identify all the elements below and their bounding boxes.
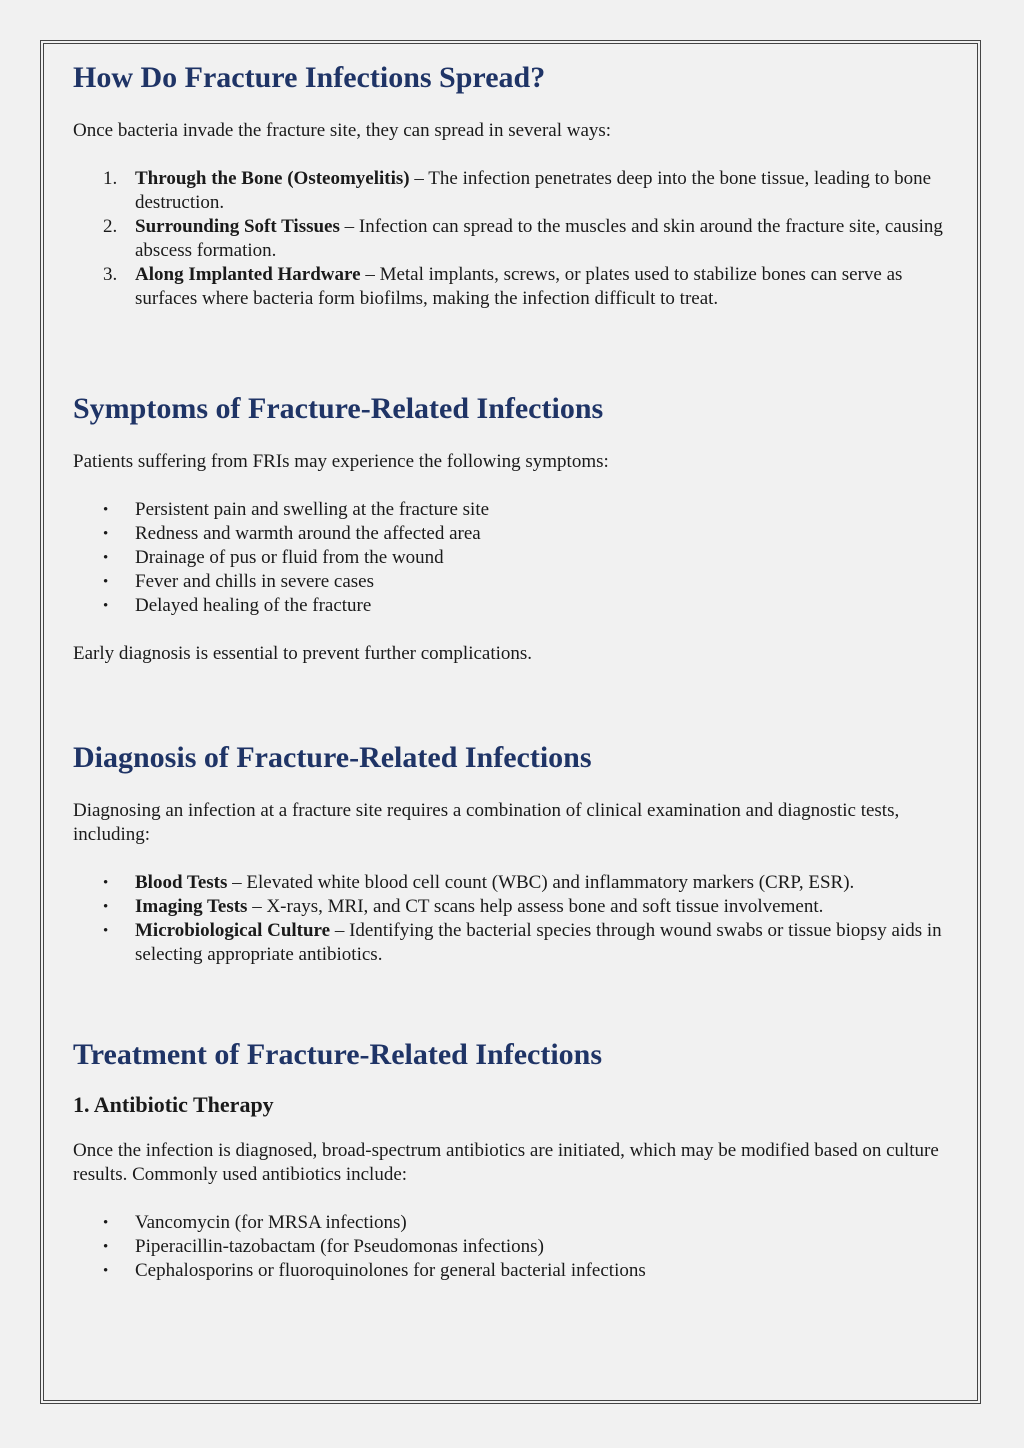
list-spread: [73, 167, 953, 311]
list-item: [73, 871, 953, 895]
list-number: 1.: [103, 168, 118, 189]
list-item: [73, 919, 953, 967]
intro-spread: Once bacteria invade the fracture site, they can spread in several ways:: [73, 120, 612, 141]
item-text: – Metal implants, screws, or plates used to stabilize bones can serve as surfaces where bacteria form biofilms, making the infection difficult to treat.: [135, 264, 903, 309]
heading-diagnosis: Diagnosis of Fracture-Related Infections: [73, 741, 592, 774]
item-term: Surrounding Soft Tissues: [135, 216, 340, 237]
list-item: [73, 895, 953, 919]
list-item: [73, 1235, 953, 1259]
section-treatment: [73, 1035, 953, 1283]
list-item: [73, 570, 953, 594]
list-number: 3.: [103, 264, 118, 285]
item-text: Cephalosporins or fluoroquinolones for general bacterial infections: [135, 1260, 646, 1281]
list-item: [73, 263, 953, 311]
bullet-icon: •: [103, 1215, 109, 1231]
heading-spread: How Do Fracture Infections Spread?: [73, 61, 546, 94]
item-text: – Elevated white blood cell count (WBC) and inflammatory markers (CRP, ESR).: [227, 872, 855, 893]
list-item: [73, 498, 953, 522]
bullet-icon: •: [103, 574, 109, 590]
list-symptoms: [73, 498, 953, 618]
item-term: Microbiological Culture: [135, 920, 331, 941]
bullet-icon: •: [103, 923, 109, 939]
item-term: Along Implanted Hardware: [135, 264, 361, 285]
item-text: – X-rays, MRI, and CT scans help assess bone and soft tissue involvement.: [247, 896, 824, 917]
list-antibiotics: [73, 1211, 953, 1283]
list-item: [73, 594, 953, 618]
item-text: Delayed healing of the fracture: [135, 595, 372, 616]
item-text: – The infection penetrates deep into the bone tissue, leading to bone destruction.: [135, 168, 932, 213]
bullet-icon: •: [103, 1263, 109, 1279]
item-text: Vancomycin (for MRSA infections): [135, 1212, 407, 1233]
section-diagnosis: [73, 738, 953, 967]
item-text: Redness and warmth around the affected area: [135, 523, 481, 544]
item-term: Through the Bone (Osteomyelitis): [135, 168, 410, 189]
document-body: [73, 58, 953, 1283]
item-text: Persistent pain and swelling at the fracture site: [135, 499, 490, 520]
bullet-icon: •: [103, 875, 109, 891]
bullet-icon: •: [103, 502, 109, 518]
item-text: Piperacillin-tazobactam (for Pseudomonas infections): [135, 1236, 544, 1257]
list-item: [73, 167, 953, 215]
list-diagnosis: [73, 871, 953, 967]
heading-treatment: Treatment of Fracture-Related Infections: [73, 1038, 603, 1071]
outro-symptoms: Early diagnosis is essential to prevent further complications.: [73, 643, 533, 664]
list-item: [73, 215, 953, 263]
heading-symptoms: Symptoms of Fracture-Related Infections: [73, 392, 604, 425]
bullet-icon: •: [103, 526, 109, 542]
section-spread: [73, 58, 953, 311]
list-item: [73, 1211, 953, 1235]
item-term: Blood Tests: [135, 872, 228, 893]
list-item: [73, 546, 953, 570]
bullet-icon: •: [103, 1239, 109, 1255]
bullet-icon: •: [103, 899, 109, 915]
bullet-icon: •: [103, 550, 109, 566]
section-symptoms: [73, 389, 953, 666]
item-text: – Identifying the bacterial species through wound swabs or tissue biopsy aids in selecting appropriate antibiotics.: [135, 920, 942, 965]
item-text: Fever and chills in severe cases: [135, 571, 374, 592]
intro-symptoms: Patients suffering from FRIs may experience the following symptoms:: [73, 451, 609, 472]
item-text: Drainage of pus or fluid from the wound: [135, 547, 444, 568]
list-item: [73, 1259, 953, 1283]
intro-treatment: Once the infection is diagnosed, broad-spectrum antibiotics are initiated, which may be modified based on culture results. Commonly used antibiotics include:: [73, 1140, 939, 1185]
item-text: – Infection can spread to the muscles and skin around the fracture site, causing abscess formation.: [135, 216, 943, 261]
list-item: [73, 522, 953, 546]
bullet-icon: •: [103, 598, 109, 614]
item-term: Imaging Tests: [135, 896, 248, 917]
list-number: 2.: [103, 216, 118, 237]
intro-diagnosis: Diagnosing an infection at a fracture site requires a combination of clinical examination and diagnostic tests, including:: [73, 800, 900, 845]
subheading-antibiotic-therapy: 1. Antibiotic Therapy: [73, 1092, 274, 1117]
